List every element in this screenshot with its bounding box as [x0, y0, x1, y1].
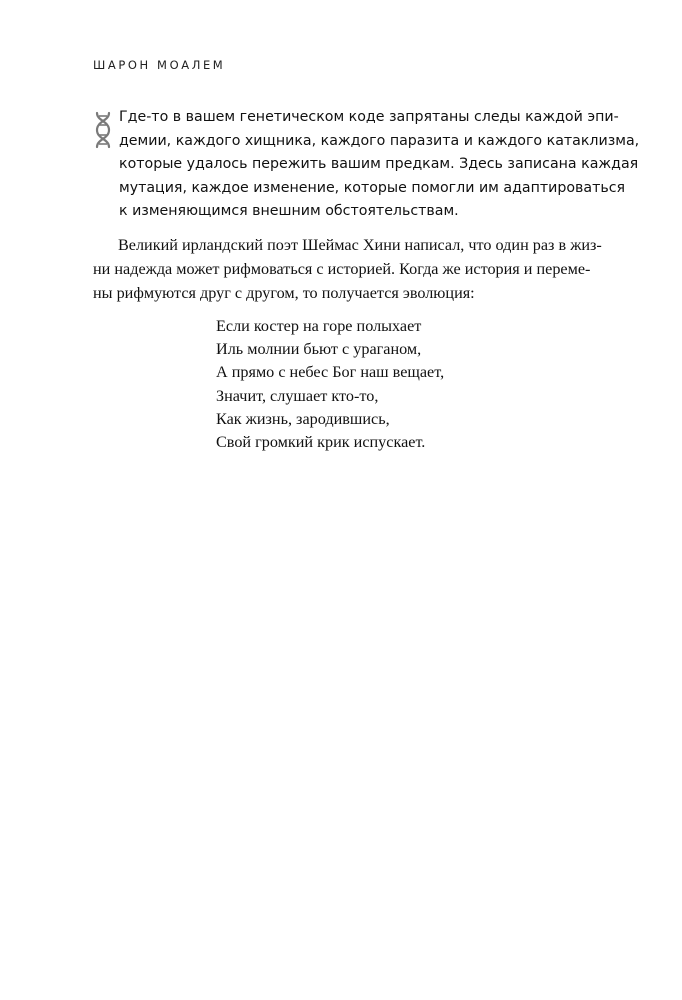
- running-head: ШАРОН МОАЛЕМ: [93, 58, 226, 72]
- body-paragraph: [93, 233, 602, 305]
- poem-stanza: [216, 315, 444, 454]
- poem-line: Если костер на горе полыхает: [216, 317, 422, 335]
- paragraph-line: ни надежда может рифмоваться с историей. Когда же история и переме-: [93, 260, 591, 278]
- callout-line: которые удалось пережить вашим предкам. Здесь записана каждая: [119, 156, 639, 172]
- callout-line: демии, каждого хищника, каждого паразита и каждого катаклизма,: [119, 132, 640, 149]
- poem-line: Иль молнии бьют с ураганом,: [216, 340, 422, 359]
- poem-line: Значит, слушает кто-то,: [216, 386, 379, 405]
- callout-box: [93, 106, 640, 221]
- callout-text: [119, 106, 639, 224]
- callout-line: мутация, каждое изменение, которые помогли им адаптироваться: [119, 179, 626, 196]
- callout-line: к изменяющимся внешним обстоятельствам.: [119, 203, 459, 219]
- poem-line: А прямо с небес Бог наш вещает,: [216, 363, 445, 382]
- poem-line: Как жизнь, зародившись,: [216, 409, 390, 428]
- dna-icon: [93, 111, 113, 149]
- paragraph-line: Великий ирландский поэт Шеймас Хини написал, что один раз в жиз-: [118, 236, 602, 254]
- callout-line: Где-то в вашем генетическом коде запрятаны следы каждой эпи-: [119, 109, 619, 125]
- poem-line: Свой громкий крик испускает.: [216, 432, 426, 451]
- paragraph-line: ны рифмуются друг с другом, то получается эволюция:: [93, 284, 475, 302]
